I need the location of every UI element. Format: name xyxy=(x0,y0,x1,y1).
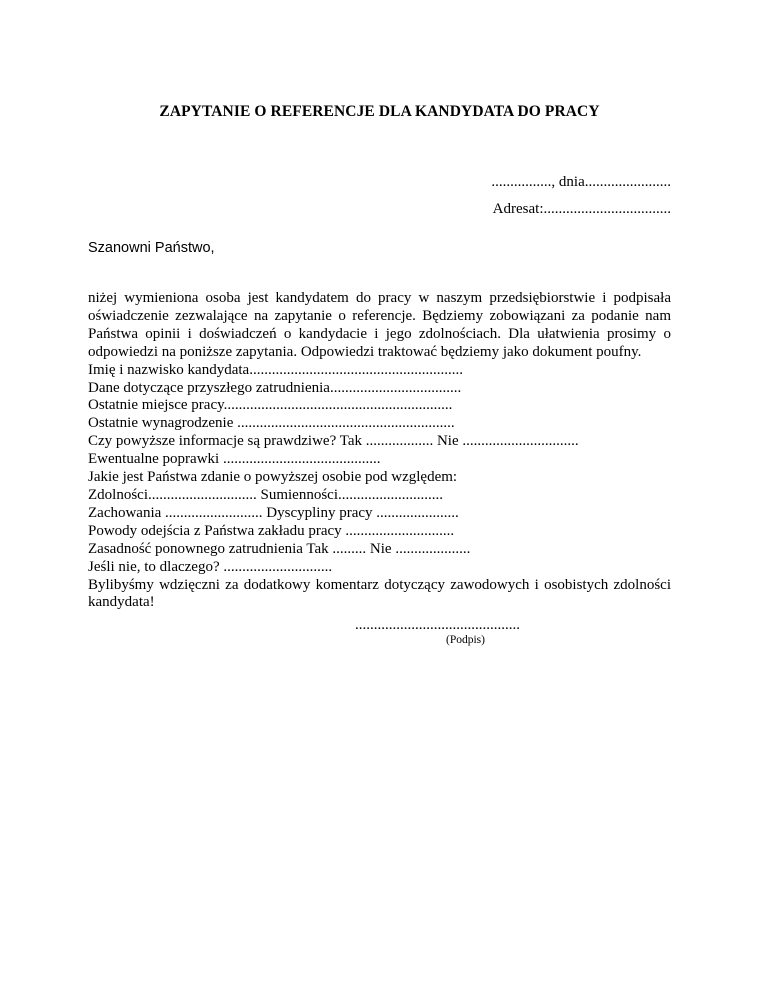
form-line-if-not-why: Jeśli nie, to dlaczego? ............................. xyxy=(88,558,333,575)
form-line-corrections: Ewentualne poprawki .......................................... xyxy=(88,451,381,468)
form-line-information-true: Czy powyższe informacje są prawdziwe? Tak .................. Nie ............................... xyxy=(88,433,579,450)
intro-paragraph: niżej wymieniona osoba jest kandydatem do pracy w naszym przedsiębiorstwie i podpisała oświadczenie zezwalające na zapytanie o referencje. Będziemy zobowiązani za podanie nam Państwa opinii i doświadczeń o kandydacie i jego zdolnościach. Dla ułatwienia prosimy o odpowiedzi na poniższe zapytania. Odpowiedzi traktować będziemy jako dokument poufny. xyxy=(88,290,671,360)
form-line-reasons-leaving: Powody odejścia z Państwa zakładu pracy ............................. xyxy=(88,522,455,539)
form-line-future-employment: Dane dotyczące przyszłego zatrudnienia................................... xyxy=(88,379,462,396)
form-line-last-salary: Ostatnie wynagrodzenie .......................................................... xyxy=(88,415,455,432)
form-line-last-workplace: Ostatnie miejsce pracy............................................................. xyxy=(88,397,453,414)
letter-body xyxy=(88,290,671,612)
signature-line: ............................................ xyxy=(355,617,520,633)
date-line: ................, dnia....................... xyxy=(491,174,671,190)
signature-label: (Podpis) xyxy=(446,634,485,646)
closing-paragraph: Bylibyśmy wdzięczni za dodatkowy komentarz dotyczący zawodowych i osobistych zdolności kandydata! xyxy=(88,576,671,611)
form-line-abilities-diligence: Zdolności............................. Sumienności............................ xyxy=(88,486,443,503)
form-line-candidate-name: Imię i nazwisko kandydata......................................................... xyxy=(88,361,463,378)
document-title: ZAPYTANIE O REFERENCJE DLA KANDYDATA DO PRACY xyxy=(159,103,600,120)
salutation: Szanowni Państwo, xyxy=(88,240,215,256)
form-line-behavior-discipline: Zachowania .......................... Dyscypliny pracy ...................... xyxy=(88,504,459,521)
form-line-opinion-heading: Jakie jest Państwa zdanie o powyższej osobie pod względem: xyxy=(88,469,458,486)
form-line-rehire: Zasadność ponownego zatrudnienia Tak ......... Nie .................... xyxy=(88,540,471,557)
addressee-line: Adresat:.................................. xyxy=(492,201,671,217)
